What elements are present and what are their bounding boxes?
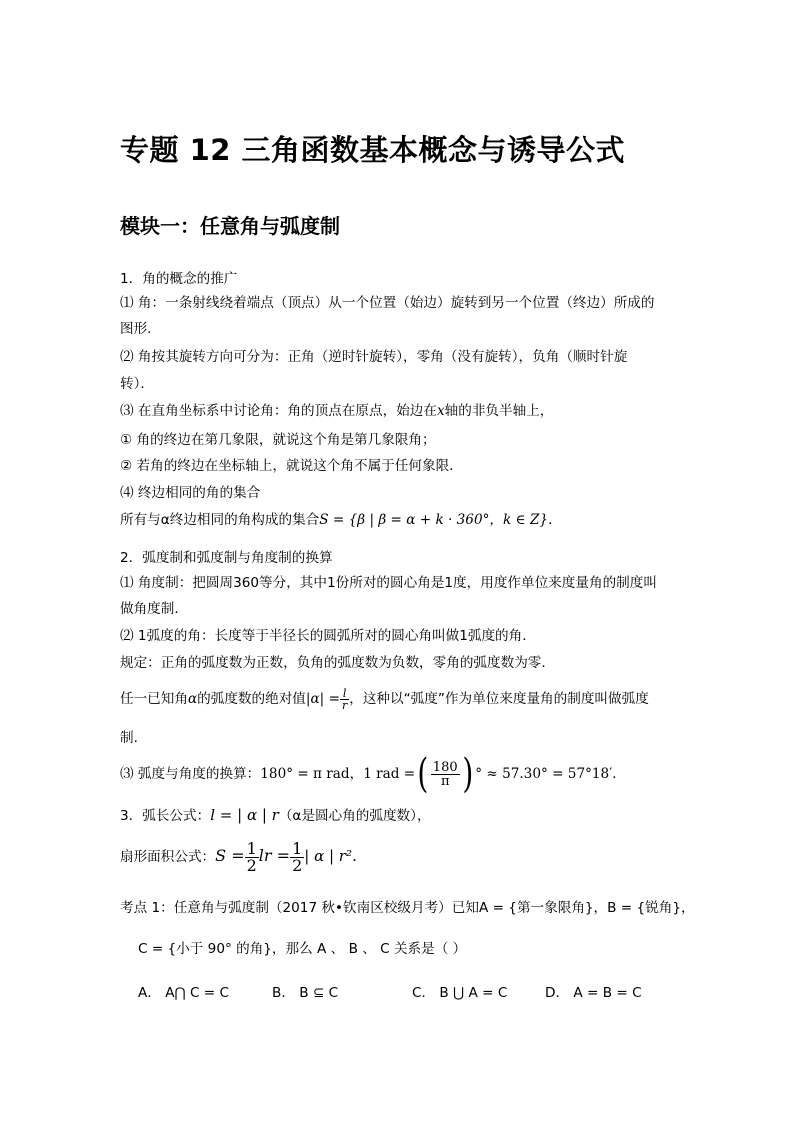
conversion-result: ° ≈ 57.30° = 57°18′． [475,766,626,782]
section-1-case-1: ① 角的终边在第几象限，就说这个角是第几象限角； [120,432,436,448]
half-fraction-1 [245,838,259,875]
set-text: 所有与α终边相同的角构成的集合 [120,512,320,528]
section-2-heading: 2．弧度制和弧度制与角度制的换算 [120,550,333,566]
item-label: ⑵ [120,628,134,644]
section-1-item-1-cont: 图形． [120,321,161,337]
fraction-denominator: π [440,773,450,789]
section-2-item-3 [120,752,626,796]
fraction-numerator: 1 [246,838,257,858]
section-1-item-2 [120,348,627,366]
half-fraction-2 [290,838,304,875]
fraction-denominator: r [341,698,348,712]
item-text: 终边相同的角的集合 [137,485,261,501]
item-label: ⑵ [120,349,134,365]
option-b[interactable]: B． B ⊆ C [272,985,339,1001]
l-over-r-fraction [340,688,349,711]
area-lr: lr = [258,846,291,865]
fraction-numerator: l [340,688,349,700]
option-d[interactable]: D． A = B = C [545,985,642,1001]
module-heading: 模块一：任意角与弧度制 [120,214,340,238]
arc-heading: 3．弧长公式： [120,808,211,824]
section-2-item-1-cont: 做角度制． [120,601,188,617]
180-over-pi-fraction [431,761,460,788]
item-text-end: 轴的非负半轴上， [444,403,554,419]
item-label: ⑷ [120,485,134,501]
sector-area-line [120,836,367,877]
fraction-numerator: 1 [292,838,303,858]
item-label: ⑶ [120,766,134,782]
section-2-item-2 [120,627,536,645]
arc-formula: l = | α | r [210,806,279,824]
abs-text-mid: 的弧度数的绝对值 [197,691,306,707]
section-1-item-2-cont: 转）． [120,376,154,392]
fraction-denominator: 2 [292,855,303,875]
absolute-value-line [120,682,649,716]
section-1-item-4 [120,484,260,502]
arc-length-line [120,806,431,825]
option-c[interactable]: C． B ⋃ A = C [412,985,508,1001]
item-text: 角按其旋转方向可分为：正角（逆时针旋转），零角（没有旋转），负角（顺时针旋 [137,349,628,365]
item-text: 在直角坐标系中讨论角：角的顶点在原点，始边在 [137,403,437,419]
item-text: 角：一条射线绕着端点（顶点）从一个位置（始边）旋转到另一个位置（终边）所成的 [137,295,655,311]
section-1-heading: 1．角的概念的推广 [120,271,238,287]
absolute-value-cont: 制． [120,730,148,746]
set-formula: S = {β | β = α + k · 360°，k ∈ Z}． [319,512,562,528]
coterminal-set-line [120,511,562,529]
area-heading: 扇形面积公式： [120,849,216,865]
question-stem-cont: C = {小于 90° 的角}，那么 A 、 B 、 C 关系是（ ） [138,941,467,957]
section-1-item-3 [120,402,553,420]
section-1-item-1 [120,294,654,312]
item-label: ⑴ [120,295,134,311]
item-text: 1弧度的角：长度等于半径长的圆弧所对的圆心角叫做1弧度的角． [137,628,536,644]
x-variable: x [436,403,445,419]
abs-text: 任一已知角 [120,691,188,707]
sign-rule: 规定：正角的弧度数为正数，负角的弧度数为负数，零角的弧度数为零． [120,655,555,671]
area-s: S = [215,846,245,865]
fraction-numerator: 180 [432,759,458,775]
conversion-formula: 180° = π rad，1 rad = [260,766,416,782]
alpha-symbol: α [187,691,198,707]
item-text: 弧度与角度的换算： [137,766,261,782]
fraction-denominator: 2 [246,855,257,875]
left-paren: ( [417,751,429,797]
right-paren: ) [461,751,473,797]
section-1-case-2: ② 若角的终边在坐标轴上，就说这个角不属于任何象限． [120,458,463,474]
section-2-item-1 [120,574,657,592]
area-end: | α | r²． [304,847,367,865]
option-a[interactable]: A． A⋂ C = C [138,985,230,1001]
page-title: 专题 12 三角函数基本概念与诱导公式 [120,133,626,167]
question-stem: 考点 1：任意角与弧度制（2017 秋•钦南区校级月考）已知A = {第一象限角}，B = {锐角}， [120,900,695,916]
item-label: ⑶ [120,403,134,419]
item-text: 角度制：把圆周360等分，其中1份所对的圆心角是1度，用度作单位来度量角的制度叫 [137,575,657,591]
item-label: ⑴ [120,575,134,591]
abs-formula: |α| = [305,691,340,707]
arc-note: （α是圆心角的弧度数）， [278,808,431,824]
abs-text-end: ，这种以“弧度”作为单位来度量角的制度叫做弧度 [349,691,649,707]
